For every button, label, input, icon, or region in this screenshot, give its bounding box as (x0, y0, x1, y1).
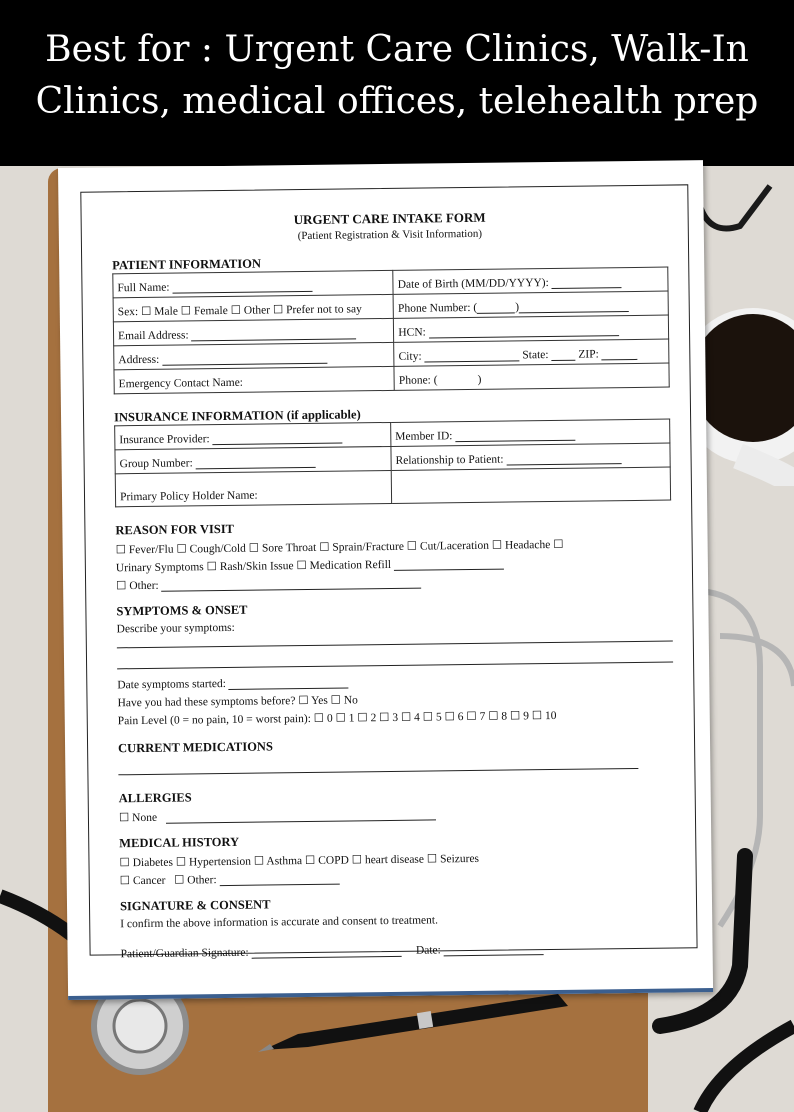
insurance-empty-cell (391, 467, 670, 503)
city-state-zip-field[interactable] (394, 339, 669, 366)
hcn-field[interactable] (394, 315, 669, 342)
emergency-contact-field[interactable] (114, 366, 395, 393)
allergies-field[interactable] (119, 804, 675, 825)
symptoms-heading: SYMPTOMS & ONSET (116, 602, 248, 619)
member-id-field[interactable] (391, 419, 670, 446)
address-label: Address: (118, 353, 160, 367)
history-cancer-option: ☐ Cancer (119, 874, 166, 888)
email-label: Email Address: (117, 329, 189, 343)
sex-field[interactable] (113, 294, 394, 321)
dob-field[interactable] (393, 267, 668, 294)
signature-date-field[interactable] (121, 942, 677, 961)
insurance-info-heading: INSURANCE INFORMATION (if applicable) (113, 407, 361, 425)
phone-label: Phone Number: ( (397, 301, 478, 315)
intake-form (111, 186, 676, 961)
reason-options-line-2-text: Urinary Symptoms ☐ Rash/Skin Issue ☐ Medication Refill (115, 558, 392, 575)
emergency-phone-field[interactable] (394, 363, 669, 390)
policy-holder-label: Primary Policy Holder Name: (119, 489, 258, 504)
medical-history-line-2[interactable] (120, 867, 676, 888)
phone-paren-close: ) (515, 301, 520, 314)
symptoms-before-options[interactable]: Have you had these symptoms before? ☐ Yes ☐ No (117, 694, 358, 710)
emergency-phone-paren-close: ) (477, 373, 482, 386)
form-border (80, 184, 697, 961)
signature-label: Patient/Guardian Signature: (120, 946, 249, 961)
policy-holder-field[interactable] (115, 470, 391, 506)
history-other-label: ☐ Other: (174, 874, 217, 887)
relationship-field[interactable] (391, 443, 670, 470)
reason-for-visit-heading: REASON FOR VISIT (115, 521, 235, 538)
form-subtitle: (Patient Registration & Visit Information) (297, 227, 483, 243)
medical-history-heading: MEDICAL HISTORY (119, 834, 240, 851)
reason-other-field[interactable] (116, 572, 672, 593)
emergency-phone-label: Phone: ( (398, 374, 438, 387)
group-number-field[interactable] (115, 446, 391, 473)
emergency-contact-label: Emergency Contact Name: (118, 376, 244, 391)
allergies-heading: ALLERGIES (118, 790, 192, 806)
insurance-info-table (114, 419, 671, 508)
zip-label: ZIP: (578, 348, 599, 361)
describe-symptoms-label: Describe your symptoms: (116, 621, 235, 636)
member-id-label: Member ID: (395, 430, 453, 443)
reason-options-line-2[interactable] (116, 554, 672, 575)
reason-other-label: ☐ Other: (116, 579, 159, 593)
current-medications-heading: CURRENT MEDICATIONS (118, 739, 273, 756)
full-name-field[interactable] (113, 270, 394, 297)
intake-form-page (58, 160, 713, 1000)
pain-level-options[interactable]: Pain Level (0 = no pain, 10 = worst pain): ☐ 0 ☐ 1 ☐ 2 ☐ 3 ☐ 4 ☐ 5 ☐ 6 ☐ 7 ☐ 8 ☐ 9 ☐ 10 (117, 709, 557, 728)
insurance-provider-label: Insurance Provider: (119, 433, 210, 447)
city-label: City: (398, 350, 422, 363)
signature-consent-heading: SIGNATURE & CONSENT (119, 897, 271, 914)
pen-illustration (258, 992, 578, 1052)
date-started-label: Date symptoms started: (117, 677, 226, 692)
phone-field[interactable] (393, 291, 668, 318)
hcn-label: HCN: (398, 326, 426, 339)
email-field[interactable] (113, 318, 394, 345)
patient-info-table (112, 267, 669, 395)
banner-line-2: Clinics, medical offices, telehealth prep (35, 81, 759, 122)
sex-options: Sex: ☐ Male ☐ Female ☐ Other ☐ Prefer not to say (117, 303, 362, 319)
reason-options-line-1[interactable]: ☐ Fever/Flu ☐ Cough/Cold ☐ Sore Throat ☐ Sprain/Fracture ☐ Cut/Laceration ☐ Headache ☐ (115, 538, 564, 557)
form-title: URGENT CARE INTAKE FORM (293, 209, 486, 228)
patient-info-heading: PATIENT INFORMATION (112, 256, 262, 273)
date-label: Date: (415, 944, 441, 957)
allergies-none-option: ☐ None (118, 811, 158, 825)
address-field[interactable] (114, 342, 395, 369)
relationship-label: Relationship to Patient: (395, 453, 504, 467)
header-banner (0, 0, 794, 166)
dob-label: Date of Birth (MM/DD/YYYY): (397, 277, 549, 291)
state-label: State: (522, 349, 549, 362)
consent-statement: I confirm the above information is accurate and consent to treatment. (120, 914, 439, 931)
insurance-provider-field[interactable] (115, 422, 391, 449)
date-started-field[interactable] (117, 673, 673, 692)
full-name-label: Full Name: (117, 281, 170, 295)
medical-history-line-1[interactable]: ☐ Diabetes ☐ Hypertension ☐ Asthma ☐ COPD ☐ heart disease ☐ Seizures (119, 852, 480, 870)
group-number-label: Group Number: (119, 457, 193, 471)
banner-line-1: Best for : Urgent Care Clinics, Walk-In (45, 29, 749, 70)
